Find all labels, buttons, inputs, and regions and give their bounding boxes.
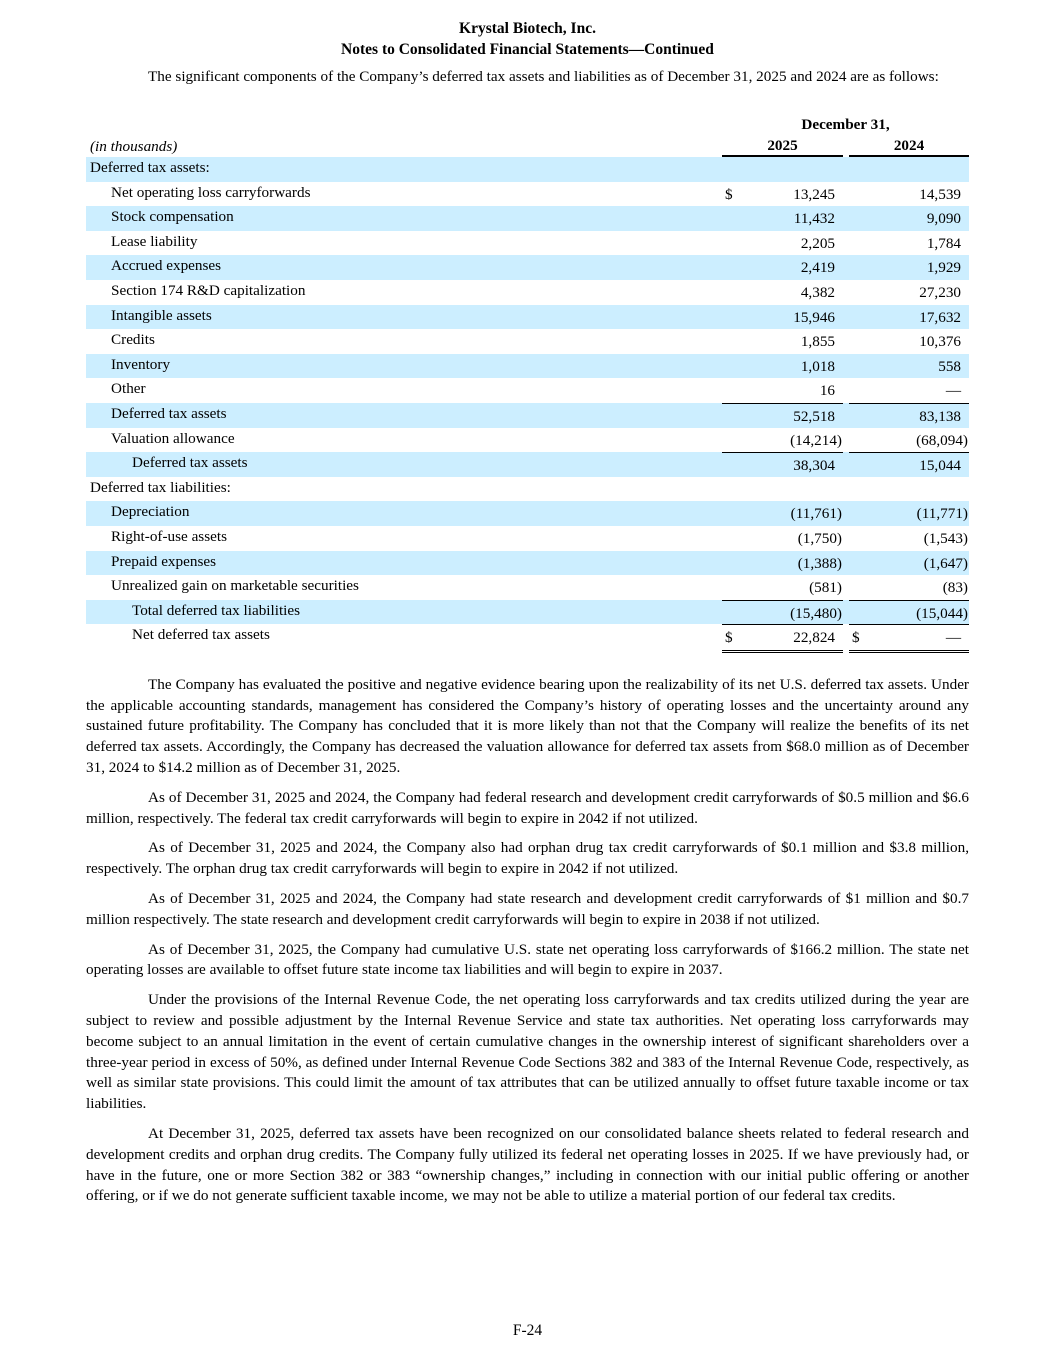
table-row [86,378,969,403]
value-2024: (1,647) [923,554,968,572]
period-header: December 31, [801,116,890,133]
section-title: Notes to Consolidated Financial Statements—Continued [341,41,714,58]
value-2025: 22,824 [793,629,835,647]
row-label: Prepaid expenses [111,552,217,570]
value-2025: 15,946 [793,308,835,326]
currency-symbol: $ [725,185,733,203]
table-row [86,428,969,453]
row-label: Credits [111,331,155,349]
table-row [86,231,969,256]
value-2025: 4,382 [800,283,835,301]
table-row [86,354,969,379]
currency-symbol: $ [852,629,860,647]
value-2024: (15,044) [916,604,968,622]
value-2025: 11,432 [793,210,835,228]
row-label: Deferred tax assets [132,454,248,472]
row-label: Stock compensation [111,208,234,226]
table-row [86,477,969,502]
value-2025: 13,245 [793,185,835,203]
document-page [86,18,969,1216]
value-2024: 9,090 [926,210,961,228]
value-2024: 1,784 [926,234,961,252]
units-label: (in thousands) [90,138,178,155]
value-2024: 558 [938,357,961,375]
value-2024: 17,632 [919,308,961,326]
value-2024: 83,138 [919,407,961,425]
paragraph: The Company has evaluated the positive and negative evidence bearing upon the realizability of its net U.S. deferred tax assets. Under the applicable accounting standards, management has considered the Company’s history of operating losses and the uncertainty around any sustained future profitability. The Company has concluded that it is more likely than not that the Company will realize the benefits of its net deferred tax assets. Accordingly, the Company has decreased the valuation allowance for deferred tax assets from $68.0 million as of December 31, 2024 to $14.2 million as of December 31, 2025. [86,675,969,777]
value-2025: 1,018 [800,357,835,375]
table-row [86,182,969,207]
column-header-2025: 2025 [722,136,843,157]
value-2024: — [945,629,961,647]
currency-symbol: $ [725,629,733,647]
value-2025: 2,419 [800,259,835,277]
table-row [86,575,969,600]
notes-body [86,675,969,1207]
value-2025: (14,214) [790,431,842,449]
table-row [86,600,969,625]
table-row [86,526,969,551]
table-row [86,501,969,526]
value-2024: 15,044 [919,457,961,475]
value-2024: (11,771) [916,505,968,523]
value-2025: (581) [809,579,842,597]
row-label: Section 174 R&D capitalization [111,281,306,299]
row-label: Unrealized gain on marketable securities [111,577,359,595]
row-label: Lease liability [111,232,198,250]
row-label: Deferred tax assets [111,404,227,422]
table-row [86,305,969,330]
row-label: Other [111,380,146,398]
value-2024: (68,094) [916,431,968,449]
paragraph: At December 31, 2025, deferred tax assets have been recognized on our consolidated balance sheets related to federal research and development credits and orphan drug credits. The Company fully utilized its federal net operating losses in 2025. If we have previously had, or have in the future, one or more Section 382 or 383 “ownership changes,” including in connection with our initial public offering or another offering, or if we do not generate sufficient taxable income, we may not be able to utilize a material portion of our federal tax credits. [86,1125,969,1205]
table-row [86,206,969,231]
paragraph: As of December 31, 2025, the Company had cumulative U.S. state net operating loss carryforwards of $166.2 million. The state net operating losses are available to offset future state income tax liabilities and will begin to expire in 2037. [86,940,969,979]
value-2024: (1,543) [923,529,968,547]
row-label: Right-of-use assets [111,527,227,545]
row-label: Accrued expenses [111,257,222,275]
page-number: F-24 [512,1322,543,1339]
paragraph: As of December 31, 2025 and 2024, the Company had federal research and development credit carryforwards of $0.5 million and $6.6 million, respectively. The federal tax credit carryforwards will begin to expire in 2042 if not utilized. [86,788,969,827]
value-2025: 1,855 [800,333,835,351]
row-label: Net deferred tax assets [132,626,270,644]
value-2025: 2,205 [800,234,835,252]
value-2024: — [945,382,961,400]
intro-paragraph: The significant components of the Company’s deferred tax assets and liabilities as of December 31, 2025 and 2024 are as follows: [148,68,939,85]
section-heading-liabilities: Deferred tax liabilities: [90,478,231,496]
table-row [86,452,969,477]
row-label: Total deferred tax liabilities [132,601,301,619]
table-row [86,551,969,576]
paragraph: As of December 31, 2025 and 2024, the Company had state research and development credit carryforwards of $1 million and $0.7 million respectively. The state research and development credit carryforwards will begin to expire in 2038 if not utilized. [86,890,969,928]
value-2024: (83) [942,579,968,597]
row-label: Net operating loss carryforwards [111,183,311,201]
value-2025: 16 [819,382,835,400]
column-header-2024: 2024 [849,136,969,157]
table-row [86,280,969,305]
value-2024: 27,230 [919,283,961,301]
table-row [86,255,969,280]
table-row [86,157,969,182]
value-2024: 10,376 [919,333,961,351]
table-header [86,105,969,157]
row-label: Valuation allowance [111,429,235,447]
value-2025: (1,750) [797,529,842,547]
paragraph: As of December 31, 2025 and 2024, the Company also had orphan drug tax credit carryforwards of $0.1 million and $3.8 million, respectively. The orphan drug tax credit carryforwards will begin to expire in 2042 if not utilized. [86,839,969,878]
row-label: Inventory [111,355,171,373]
deferred-tax-table [86,157,969,649]
table-row [86,624,969,649]
row-label: Depreciation [111,503,190,521]
table-row [86,329,969,354]
section-heading-assets: Deferred tax assets: [90,159,210,176]
value-2025: (1,388) [797,554,842,572]
paragraph: Under the provisions of the Internal Revenue Code, the net operating loss carryforwards and tax credits utilized during the year are subject to review and possible adjustment by the Internal Revenue Service and state tax authorities. Net operating loss carryforwards may become subject to an annual limitation in the event of certain cumulative changes in the ownership interest of significant shareholders over a three-year period in excess of 50%, as defined under Internal Revenue Code Sections 382 and 383 of the Internal Revenue Code, respectively, as well as similar state provisions. This could limit the amount of tax attributes that can be utilized annually to offset future taxable income or tax liabilities. [86,991,969,1113]
value-2025: 38,304 [793,457,835,475]
company-name: Krystal Biotech, Inc. [459,20,596,37]
row-label: Intangible assets [111,306,212,324]
value-2024: 1,929 [926,259,961,277]
table-row [86,403,969,428]
value-2025: 52,518 [793,407,835,425]
value-2025: (15,480) [790,604,842,622]
value-2024: 14,539 [919,185,961,203]
value-2025: (11,761) [790,505,842,523]
